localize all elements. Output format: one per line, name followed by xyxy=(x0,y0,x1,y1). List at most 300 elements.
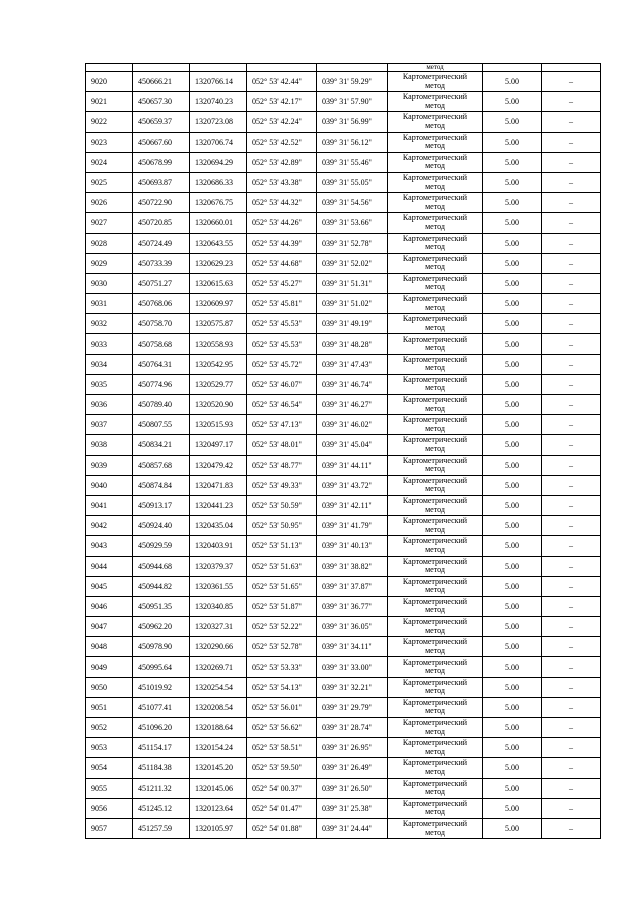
cell-x-coordinate: 450657.30 xyxy=(133,92,190,112)
table-row xyxy=(86,798,601,818)
method-line-2: метод xyxy=(425,746,445,756)
cell-note: – xyxy=(542,657,601,677)
table-row xyxy=(86,354,601,374)
cell-latitude: 052° 53' 50.59" xyxy=(247,495,317,515)
cell-accuracy: 5.00 xyxy=(483,314,542,334)
cell-note: – xyxy=(542,273,601,293)
cell-x-coordinate: 450764.31 xyxy=(133,354,190,374)
cell-empty xyxy=(247,64,317,72)
cell-x-coordinate: 450995.64 xyxy=(133,657,190,677)
method-line-2: метод xyxy=(425,221,445,231)
cell-longitude: 039° 31' 41.79" xyxy=(317,516,388,536)
cell-x-coordinate: 451077.41 xyxy=(133,697,190,717)
method-line-1: Картометрический xyxy=(402,738,468,748)
cell-x-coordinate: 451154.17 xyxy=(133,738,190,758)
method-line-2: метод xyxy=(425,625,445,635)
cell-accuracy: 5.00 xyxy=(483,778,542,798)
method-line-1: Картометрический xyxy=(402,758,468,768)
cell-note: – xyxy=(542,637,601,657)
cell-method xyxy=(388,112,483,132)
cell-point-number: 9045 xyxy=(86,576,133,596)
cell-latitude: 052° 53' 45.27" xyxy=(247,273,317,293)
cell-accuracy: 5.00 xyxy=(483,758,542,778)
cell-point-number: 9032 xyxy=(86,314,133,334)
cell-latitude: 052° 53' 52.22" xyxy=(247,617,317,637)
method-line-1: Картометрический xyxy=(402,334,468,344)
cell-latitude: 052° 53' 44.32" xyxy=(247,193,317,213)
cell-point-number: 9057 xyxy=(86,818,133,838)
method-line-2: метод xyxy=(425,484,445,494)
cell-accuracy: 5.00 xyxy=(483,172,542,192)
cell-latitude: 052° 53' 45.72" xyxy=(247,354,317,374)
cell-y-coordinate: 1320609.97 xyxy=(190,294,247,314)
cell-method xyxy=(388,92,483,112)
cell-point-number: 9051 xyxy=(86,697,133,717)
method-line-1: Картометрический xyxy=(402,173,468,183)
method-line-2: метод xyxy=(425,524,445,534)
cell-point-number: 9029 xyxy=(86,253,133,273)
cell-note: – xyxy=(542,334,601,354)
cell-note: – xyxy=(542,415,601,435)
method-line-2: метод xyxy=(425,504,445,514)
cell-point-number: 9025 xyxy=(86,172,133,192)
cell-note: – xyxy=(542,294,601,314)
cell-method xyxy=(388,374,483,394)
cell-x-coordinate: 450978.90 xyxy=(133,637,190,657)
method-line-2: метод xyxy=(425,403,445,413)
cell-accuracy: 5.00 xyxy=(483,193,542,213)
table-row xyxy=(86,758,601,778)
cell-longitude: 039° 31' 43.72" xyxy=(317,475,388,495)
cell-method xyxy=(388,72,483,92)
method-line-1: Картометрический xyxy=(402,576,468,586)
cell-point-number: 9041 xyxy=(86,495,133,515)
method-line-2: метод xyxy=(425,141,445,151)
cell-point-number: 9053 xyxy=(86,738,133,758)
method-line-2: метод xyxy=(425,423,445,433)
cell-latitude: 052° 53' 46.54" xyxy=(247,395,317,415)
method-line-2: метод xyxy=(425,282,445,292)
cell-accuracy: 5.00 xyxy=(483,495,542,515)
cell-note: – xyxy=(542,435,601,455)
cell-latitude: 052° 53' 52.78" xyxy=(247,637,317,657)
cell-latitude: 052° 53' 47.13" xyxy=(247,415,317,435)
cell-x-coordinate: 450724.49 xyxy=(133,233,190,253)
cell-longitude: 039° 31' 38.82" xyxy=(317,556,388,576)
cell-y-coordinate: 1320520.90 xyxy=(190,395,247,415)
method-line-1: Картометрический xyxy=(402,778,468,788)
cell-accuracy: 5.00 xyxy=(483,72,542,92)
cell-latitude: 052° 53' 51.63" xyxy=(247,556,317,576)
cell-accuracy: 5.00 xyxy=(483,112,542,132)
cell-note: – xyxy=(542,677,601,697)
method-line-1: Картометрический xyxy=(402,112,468,122)
cell-empty xyxy=(542,64,601,72)
table-row xyxy=(86,334,601,354)
cell-note: – xyxy=(542,758,601,778)
cell-x-coordinate: 450924.40 xyxy=(133,516,190,536)
cell-note: – xyxy=(542,556,601,576)
cell-y-coordinate: 1320441.23 xyxy=(190,495,247,515)
cell-y-coordinate: 1320542.95 xyxy=(190,354,247,374)
cell-y-coordinate: 1320471.83 xyxy=(190,475,247,495)
cell-note: – xyxy=(542,738,601,758)
cell-empty xyxy=(133,64,190,72)
cell-point-number: 9038 xyxy=(86,435,133,455)
cell-y-coordinate: 1320766.14 xyxy=(190,72,247,92)
method-line-1: Картометрический xyxy=(402,193,468,203)
cell-method xyxy=(388,172,483,192)
method-line-2: метод xyxy=(425,706,445,716)
cell-accuracy: 5.00 xyxy=(483,657,542,677)
cell-accuracy: 5.00 xyxy=(483,354,542,374)
cell-accuracy: 5.00 xyxy=(483,596,542,616)
cell-accuracy: 5.00 xyxy=(483,556,542,576)
method-line-1: Картометрический xyxy=(402,294,468,304)
cell-longitude: 039° 31' 26.49" xyxy=(317,758,388,778)
cell-point-number: 9043 xyxy=(86,536,133,556)
cell-y-coordinate: 1320660.01 xyxy=(190,213,247,233)
cell-longitude: 039° 31' 33.00" xyxy=(317,657,388,677)
cell-x-coordinate: 451184.38 xyxy=(133,758,190,778)
cell-x-coordinate: 450951.35 xyxy=(133,596,190,616)
cell-latitude: 052° 53' 42.17" xyxy=(247,92,317,112)
cell-point-number: 9046 xyxy=(86,596,133,616)
cell-method xyxy=(388,455,483,475)
table-row xyxy=(86,697,601,717)
cell-y-coordinate: 1320327.31 xyxy=(190,617,247,637)
cell-method xyxy=(388,778,483,798)
cell-x-coordinate: 450874.84 xyxy=(133,475,190,495)
cell-accuracy: 5.00 xyxy=(483,435,542,455)
cell-accuracy: 5.00 xyxy=(483,677,542,697)
method-line-2: метод xyxy=(425,262,445,272)
cell-longitude: 039° 31' 49.19" xyxy=(317,314,388,334)
cell-y-coordinate: 1320188.64 xyxy=(190,718,247,738)
cell-longitude: 039° 31' 54.56" xyxy=(317,193,388,213)
cell-accuracy: 5.00 xyxy=(483,253,542,273)
cell-accuracy: 5.00 xyxy=(483,294,542,314)
cell-point-number: 9042 xyxy=(86,516,133,536)
cell-note: – xyxy=(542,354,601,374)
cell-latitude: 052° 53' 58.51" xyxy=(247,738,317,758)
cell-y-coordinate: 1320575.87 xyxy=(190,314,247,334)
cell-latitude: 052° 53' 45.53" xyxy=(247,314,317,334)
cell-accuracy: 5.00 xyxy=(483,213,542,233)
cell-method xyxy=(388,233,483,253)
cell-x-coordinate: 450807.55 xyxy=(133,415,190,435)
cell-note: – xyxy=(542,72,601,92)
cell-latitude: 052° 53' 43.38" xyxy=(247,172,317,192)
cell-accuracy: 5.00 xyxy=(483,92,542,112)
table-row xyxy=(86,314,601,334)
cell-latitude: 052° 53' 51.65" xyxy=(247,576,317,596)
cell-x-coordinate: 450659.37 xyxy=(133,112,190,132)
cell-x-coordinate: 450751.27 xyxy=(133,273,190,293)
cell-empty xyxy=(317,64,388,72)
cell-accuracy: 5.00 xyxy=(483,818,542,838)
method-line-1: Картометрический xyxy=(402,556,468,566)
cell-point-number: 9056 xyxy=(86,798,133,818)
cell-method xyxy=(388,152,483,172)
cell-accuracy: 5.00 xyxy=(483,475,542,495)
cell-point-number: 9024 xyxy=(86,152,133,172)
cell-method xyxy=(388,253,483,273)
cell-method xyxy=(388,596,483,616)
cell-note: – xyxy=(542,536,601,556)
method-line-1: Картометрический xyxy=(402,354,468,364)
cell-longitude: 039° 31' 26.95" xyxy=(317,738,388,758)
cell-method xyxy=(388,677,483,697)
cell-latitude: 052° 53' 54.13" xyxy=(247,677,317,697)
cell-method xyxy=(388,354,483,374)
cell-longitude: 039° 31' 55.05" xyxy=(317,172,388,192)
table-row xyxy=(86,637,601,657)
cell-note: – xyxy=(542,697,601,717)
cell-accuracy: 5.00 xyxy=(483,617,542,637)
cell-point-number: 9049 xyxy=(86,657,133,677)
cell-method xyxy=(388,818,483,838)
cell-y-coordinate: 1320290.66 xyxy=(190,637,247,657)
method-line-2: метод xyxy=(425,161,445,171)
method-line-1: Картометрический xyxy=(402,516,468,526)
table-row xyxy=(86,395,601,415)
table-row xyxy=(86,677,601,697)
table-row xyxy=(86,556,601,576)
method-line-1: Картометрический xyxy=(402,496,468,506)
method-line-2: метод xyxy=(425,302,445,312)
method-line-1: Картометрический xyxy=(402,819,468,829)
cell-y-coordinate: 1320479.42 xyxy=(190,455,247,475)
cell-x-coordinate: 451245.12 xyxy=(133,798,190,818)
method-line-2: метод xyxy=(425,464,445,474)
cell-latitude: 052° 53' 44.26" xyxy=(247,213,317,233)
table-row xyxy=(86,92,601,112)
cell-longitude: 039° 31' 56.12" xyxy=(317,132,388,152)
cell-longitude: 039° 31' 55.46" xyxy=(317,152,388,172)
cell-longitude: 039° 31' 48.28" xyxy=(317,334,388,354)
cell-method xyxy=(388,697,483,717)
cell-accuracy: 5.00 xyxy=(483,738,542,758)
cell-method xyxy=(388,718,483,738)
cell-point-number: 9035 xyxy=(86,374,133,394)
method-line-1: Картометрический xyxy=(402,435,468,445)
cell-x-coordinate: 450768.06 xyxy=(133,294,190,314)
method-line-1: Картометрический xyxy=(402,395,468,405)
cell-x-coordinate: 450667.60 xyxy=(133,132,190,152)
cell-note: – xyxy=(542,112,601,132)
cell-point-number: 9052 xyxy=(86,718,133,738)
cell-method xyxy=(388,475,483,495)
cell-y-coordinate: 1320694.29 xyxy=(190,152,247,172)
cell-point-number: 9031 xyxy=(86,294,133,314)
cell-accuracy: 5.00 xyxy=(483,273,542,293)
table-row xyxy=(86,273,601,293)
cell-y-coordinate: 1320145.06 xyxy=(190,778,247,798)
cell-y-coordinate: 1320723.08 xyxy=(190,112,247,132)
cell-y-coordinate: 1320515.93 xyxy=(190,415,247,435)
cell-method xyxy=(388,132,483,152)
cell-method xyxy=(388,738,483,758)
cell-point-number: 9047 xyxy=(86,617,133,637)
method-line-1: Картометрический xyxy=(402,798,468,808)
cell-x-coordinate: 450944.82 xyxy=(133,576,190,596)
table-row xyxy=(86,738,601,758)
cell-accuracy: 5.00 xyxy=(483,637,542,657)
cell-note: – xyxy=(542,233,601,253)
cell-longitude: 039° 31' 46.27" xyxy=(317,395,388,415)
cell-empty xyxy=(86,64,133,72)
method-line-1: Картометрический xyxy=(402,637,468,647)
method-line-1: Картометрический xyxy=(402,314,468,324)
cell-accuracy: 5.00 xyxy=(483,233,542,253)
cell-longitude: 039° 31' 52.02" xyxy=(317,253,388,273)
cell-longitude: 039° 31' 29.79" xyxy=(317,697,388,717)
cell-note: – xyxy=(542,516,601,536)
method-line-2: метод xyxy=(425,585,445,595)
cell-note: – xyxy=(542,374,601,394)
cell-longitude: 039° 31' 56.99" xyxy=(317,112,388,132)
method-line-1: Картометрический xyxy=(402,253,468,263)
cell-note: – xyxy=(542,92,601,112)
table-row xyxy=(86,213,601,233)
cell-y-coordinate: 1320379.37 xyxy=(190,556,247,576)
cell-y-coordinate: 1320676.75 xyxy=(190,193,247,213)
cell-x-coordinate: 451257.59 xyxy=(133,818,190,838)
table-row xyxy=(86,253,601,273)
cell-longitude: 039° 31' 51.02" xyxy=(317,294,388,314)
cell-method xyxy=(388,395,483,415)
cell-latitude: 052° 53' 56.62" xyxy=(247,718,317,738)
cell-point-number: 9023 xyxy=(86,132,133,152)
cell-accuracy: 5.00 xyxy=(483,395,542,415)
cell-method xyxy=(388,637,483,657)
cell-note: – xyxy=(542,718,601,738)
cell-y-coordinate: 1320361.55 xyxy=(190,576,247,596)
cell-latitude: 052° 54' 01.47" xyxy=(247,798,317,818)
cell-x-coordinate: 450722.90 xyxy=(133,193,190,213)
table-row xyxy=(86,718,601,738)
cell-longitude: 039° 31' 25.38" xyxy=(317,798,388,818)
cell-method xyxy=(388,516,483,536)
method-line-2: метод xyxy=(425,666,445,676)
cell-longitude: 039° 31' 47.43" xyxy=(317,354,388,374)
cell-longitude: 039° 31' 32.21" xyxy=(317,677,388,697)
table-row xyxy=(86,112,601,132)
method-line-2: метод xyxy=(425,100,445,110)
cell-y-coordinate: 1320123.64 xyxy=(190,798,247,818)
cell-point-number: 9030 xyxy=(86,273,133,293)
table-row xyxy=(86,657,601,677)
cell-longitude: 039° 31' 36.05" xyxy=(317,617,388,637)
cell-method xyxy=(388,798,483,818)
cell-latitude: 052° 53' 42.52" xyxy=(247,132,317,152)
cell-x-coordinate: 450758.70 xyxy=(133,314,190,334)
cell-note: – xyxy=(542,172,601,192)
cell-point-number: 9020 xyxy=(86,72,133,92)
cell-x-coordinate: 451096.20 xyxy=(133,718,190,738)
cell-point-number: 9044 xyxy=(86,556,133,576)
table-row xyxy=(86,233,601,253)
cell-x-coordinate: 450962.20 xyxy=(133,617,190,637)
table-row xyxy=(86,132,601,152)
method-line-2: метод xyxy=(425,443,445,453)
cell-latitude: 052° 53' 53.33" xyxy=(247,657,317,677)
table-row xyxy=(86,617,601,637)
table-row xyxy=(86,435,601,455)
method-line-2: метод xyxy=(425,322,445,332)
cell-note: – xyxy=(542,253,601,273)
method-line-1: Картометрический xyxy=(402,455,468,465)
cell-note: – xyxy=(542,193,601,213)
cell-y-coordinate: 1320740.23 xyxy=(190,92,247,112)
cell-accuracy: 5.00 xyxy=(483,536,542,556)
cell-longitude: 039° 31' 37.87" xyxy=(317,576,388,596)
table-row xyxy=(86,475,601,495)
cell-method xyxy=(388,415,483,435)
method-line-2: метод xyxy=(425,787,445,797)
cell-point-number: 9028 xyxy=(86,233,133,253)
cell-latitude: 052° 53' 48.77" xyxy=(247,455,317,475)
table-row xyxy=(86,72,601,92)
cell-y-coordinate: 1320558.93 xyxy=(190,334,247,354)
cell-latitude: 052° 53' 42.24" xyxy=(247,112,317,132)
cell-x-coordinate: 451211.32 xyxy=(133,778,190,798)
cell-latitude: 052° 53' 48.01" xyxy=(247,435,317,455)
cell-latitude: 052° 53' 44.68" xyxy=(247,253,317,273)
method-line-2: метод xyxy=(425,383,445,393)
method-line-2: метод xyxy=(425,120,445,130)
table-body xyxy=(86,64,601,839)
table-row xyxy=(86,172,601,192)
cell-y-coordinate: 1320105.97 xyxy=(190,818,247,838)
cell-accuracy: 5.00 xyxy=(483,132,542,152)
cell-method-continuation: метод xyxy=(388,64,483,72)
method-line-1: Картометрический xyxy=(402,475,468,485)
cell-y-coordinate: 1320615.63 xyxy=(190,273,247,293)
cell-accuracy: 5.00 xyxy=(483,374,542,394)
table-row xyxy=(86,152,601,172)
cell-accuracy: 5.00 xyxy=(483,152,542,172)
cell-x-coordinate: 450720.85 xyxy=(133,213,190,233)
cell-latitude: 052° 53' 59.50" xyxy=(247,758,317,778)
cell-x-coordinate: 451019.92 xyxy=(133,677,190,697)
table-row xyxy=(86,778,601,798)
cell-latitude: 052° 53' 42.44" xyxy=(247,72,317,92)
cell-accuracy: 5.00 xyxy=(483,455,542,475)
cell-y-coordinate: 1320497.17 xyxy=(190,435,247,455)
cell-x-coordinate: 450678.99 xyxy=(133,152,190,172)
cell-longitude: 039° 31' 46.02" xyxy=(317,415,388,435)
cell-longitude: 039° 31' 34.11" xyxy=(317,637,388,657)
cell-method xyxy=(388,314,483,334)
cell-note: – xyxy=(542,576,601,596)
method-line-2: метод xyxy=(425,645,445,655)
cell-y-coordinate: 1320145.20 xyxy=(190,758,247,778)
cell-method xyxy=(388,758,483,778)
cell-method xyxy=(388,556,483,576)
method-line-1: Картометрический xyxy=(402,697,468,707)
method-line-2: метод xyxy=(425,565,445,575)
cell-x-coordinate: 450913.17 xyxy=(133,495,190,515)
method-line-1: Картометрический xyxy=(402,415,468,425)
cell-accuracy: 5.00 xyxy=(483,697,542,717)
cell-latitude: 052° 53' 49.33" xyxy=(247,475,317,495)
table-row xyxy=(86,415,601,435)
cell-point-number: 9026 xyxy=(86,193,133,213)
method-line-1: Картометрический xyxy=(402,132,468,142)
cell-longitude: 039° 31' 36.77" xyxy=(317,596,388,616)
